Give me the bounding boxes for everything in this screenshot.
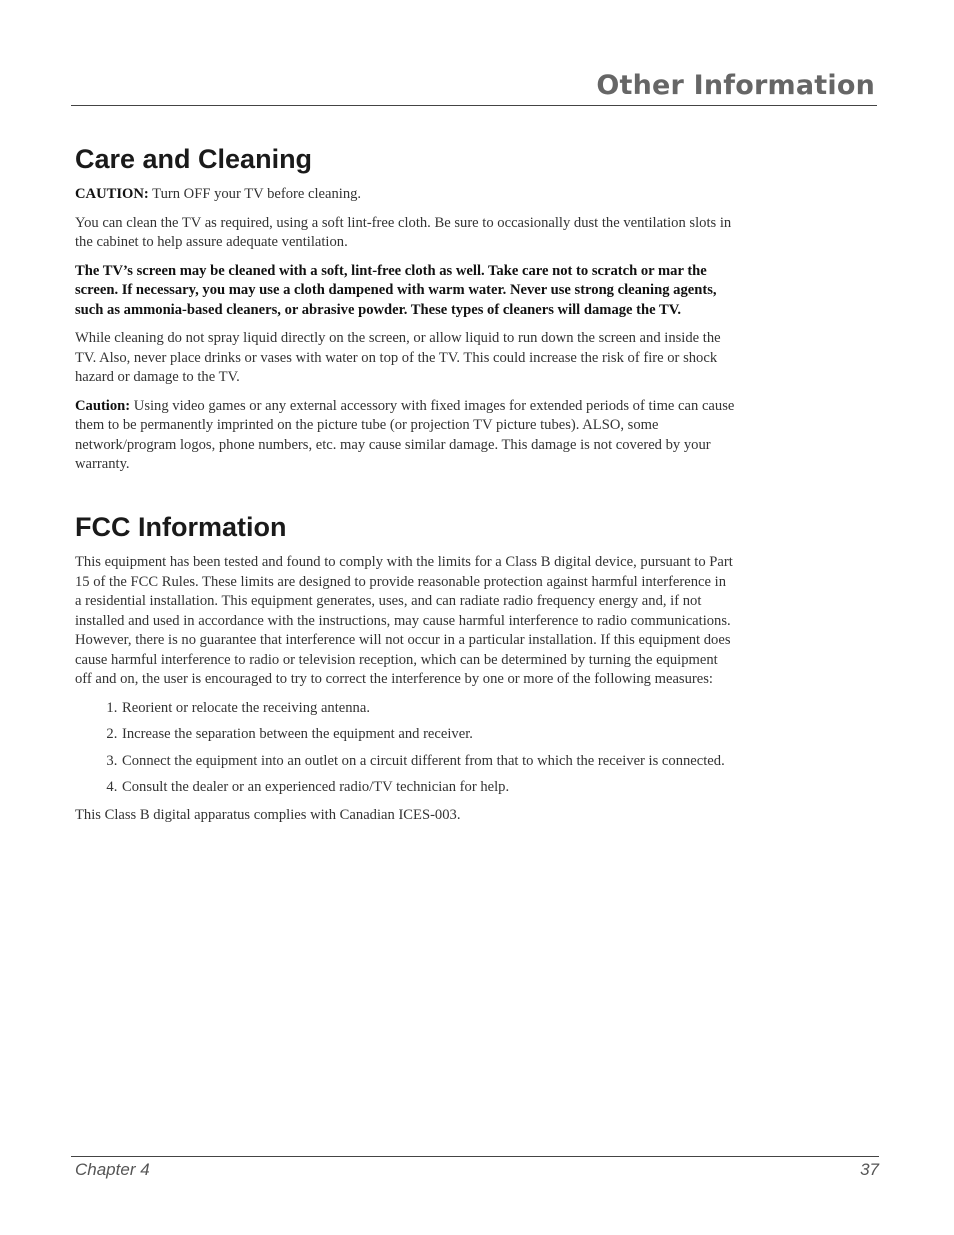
list-item: 3. Connect the equipment into an outlet on a circuit different from that to which the receiver is connected. xyxy=(121,752,735,772)
caution2-label: Caution: xyxy=(75,397,131,414)
caution-label: CAUTION: xyxy=(75,186,149,203)
liquid-warning-paragraph: While cleaning do not spray liquid directly on the screen, or allow liquid to run down the screen and inside the TV. Also, never place drinks or vases with water on top of the TV. This could increase the risk of fire or shock hazard or damage to the TV. xyxy=(75,330,721,386)
footer-chapter: Chapter 4 xyxy=(75,1160,150,1179)
fcc-measures-list xyxy=(75,699,735,798)
fcc-heading: FCC Information xyxy=(75,511,287,542)
footer-divider xyxy=(71,1156,879,1157)
burn-in-caution-paragraph xyxy=(75,397,735,475)
care-and-cleaning-section xyxy=(75,143,735,475)
canada-compliance-paragraph: This Class B digital apparatus complies with Canadian ICES-003. xyxy=(75,806,461,823)
care-heading: Care and Cleaning xyxy=(75,144,313,174)
fcc-information-section xyxy=(75,511,735,825)
caution2-text: Using video games or any external accessory with fixed images for extended periods of time can cause them to be permanently imprinted on the picture tube (or projection TV picture tubes). ALSO, some network/program logos, phone numbers, etc. may cause similar damage. This damage is not covered by your warranty. xyxy=(75,397,735,473)
caution-text: Turn OFF your TV before cleaning. xyxy=(148,186,362,203)
list-item: 2. Increase the separation between the equipment and receiver. xyxy=(121,725,735,745)
page-section-title: Other Information xyxy=(596,70,875,101)
fcc-paragraph: This equipment has been tested and found to comply with the limits for a Class B digital device, pursuant to Part 15 of the FCC Rules. These limits are designed to provide reasonable protection against harmful interference in a residential installation. This equipment generates, uses, and can radiate radio frequency energy and, if not installed and used in accordance with the instructions, may cause harmful interference to radio communications. However, there is no guarantee that interference will not occur in a particular installation. If this equipment does cause harmful interference to radio or television reception, which can be determined by turning the equipment off and on, the user is encouraged to try to correct the interference by one or more of the following measures: xyxy=(75,554,733,688)
cleaning-paragraph: You can clean the TV as required, using a soft lint-free cloth. Be sure to occasionally dust the ventilation slots in the cabinet to help assure adequate ventilation. xyxy=(75,214,732,251)
list-item: 4. Consult the dealer or an experienced radio/TV technician for help. xyxy=(121,778,735,798)
list-item: 1. Reorient or relocate the receiving antenna. xyxy=(121,699,735,719)
header-divider xyxy=(71,105,877,106)
page-content xyxy=(75,143,735,834)
caution-paragraph xyxy=(75,185,735,205)
screen-cleaning-paragraph: The TV’s screen may be cleaned with a soft, lint-free cloth as well. Take care not to scratch or mar the screen. If necessary, you may use a cloth dampened with warm water. Never use strong cleaning agents, such as ammonia-based cleaners, or abrasive powder. These types of cleaners will damage the TV. xyxy=(75,262,717,318)
footer-page-number: 37 xyxy=(860,1160,879,1179)
